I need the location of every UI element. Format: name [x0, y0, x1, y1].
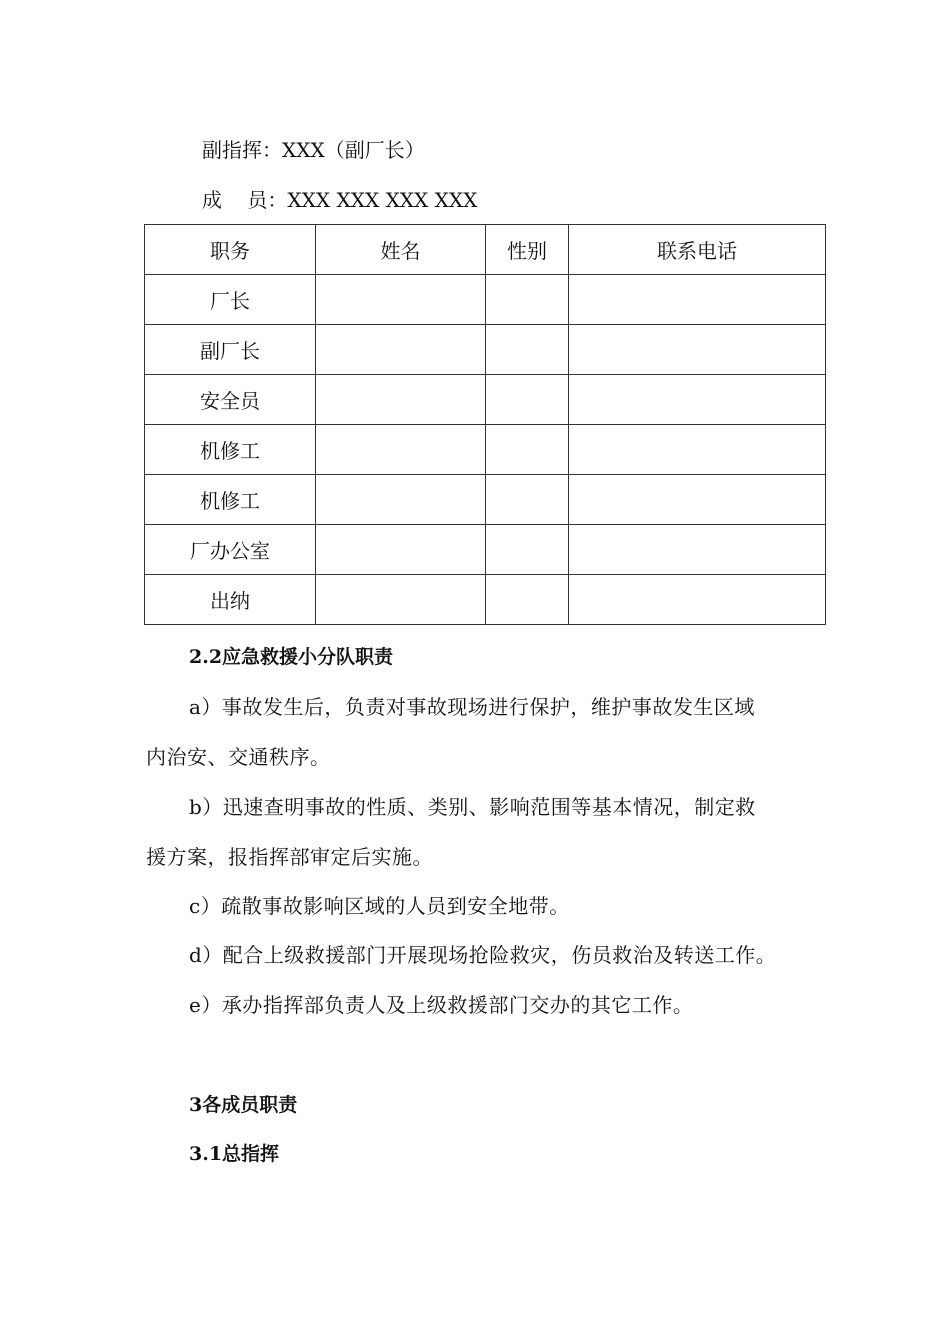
- column-header-position: 职务: [145, 225, 316, 275]
- table-row: [145, 375, 826, 425]
- roster-table: [144, 224, 826, 625]
- cell-name: [316, 525, 486, 575]
- cell-phone: [569, 325, 826, 375]
- item-a-line-1: a）事故发生后，负责对事故现场进行保护，维护事故发生区域: [189, 695, 755, 719]
- cell-phone: [569, 525, 826, 575]
- cell-position: 安全员: [145, 375, 316, 425]
- cell-gender: [486, 425, 569, 475]
- cell-position: 出纳: [145, 575, 316, 625]
- cell-position: 副厂长: [145, 325, 316, 375]
- item-c: c）疏散事故影响区域的人员到安全地带。: [189, 894, 570, 918]
- cell-gender: [486, 575, 569, 625]
- table-row: [145, 425, 826, 475]
- cell-gender: [486, 525, 569, 575]
- cell-gender: [486, 325, 569, 375]
- cell-name: [316, 475, 486, 525]
- table-row: [145, 325, 826, 375]
- cell-position: 机修工: [145, 425, 316, 475]
- deputy-commander-line: 副指挥：XXX（副厂长）: [202, 138, 425, 162]
- cell-gender: [486, 275, 569, 325]
- table-row: [145, 475, 826, 525]
- table-row: [145, 575, 826, 625]
- item-b-line-1: b）迅速查明事故的性质、类别、影响范围等基本情况，制定救: [189, 795, 756, 819]
- column-header-phone: 联系电话: [569, 225, 826, 275]
- cell-phone: [569, 275, 826, 325]
- cell-name: [316, 575, 486, 625]
- table-row: [145, 525, 826, 575]
- item-a-line-2: 内治安、交通秩序。: [146, 745, 331, 769]
- cell-name: [316, 275, 486, 325]
- members-line: 成 员：XXX XXX XXX XXX: [202, 188, 478, 212]
- cell-phone: [569, 375, 826, 425]
- cell-phone: [569, 475, 826, 525]
- column-header-gender: 性别: [486, 225, 569, 275]
- cell-gender: [486, 475, 569, 525]
- item-b-line-2: 援方案，报指挥部审定后实施。: [146, 845, 433, 869]
- table-row: [145, 275, 826, 325]
- cell-name: [316, 375, 486, 425]
- cell-position: 厂办公室: [145, 525, 316, 575]
- section-2-2-heading: 2.2应急救援小分队职责: [189, 646, 394, 668]
- column-header-name: 姓名: [316, 225, 486, 275]
- cell-position: 机修工: [145, 475, 316, 525]
- cell-name: [316, 425, 486, 475]
- cell-phone: [569, 575, 826, 625]
- section-3-1-heading: 3.1总指挥: [189, 1143, 280, 1165]
- cell-position: 厂长: [145, 275, 316, 325]
- section-3-heading: 3各成员职责: [189, 1094, 298, 1116]
- cell-gender: [486, 375, 569, 425]
- item-e: e）承办指挥部负责人及上级救援部门交办的其它工作。: [189, 993, 694, 1017]
- cell-name: [316, 325, 486, 375]
- cell-phone: [569, 425, 826, 475]
- item-d: d）配合上级救援部门开展现场抢险救灾，伤员救治及转送工作。: [189, 943, 777, 967]
- table-header-row: [145, 225, 826, 275]
